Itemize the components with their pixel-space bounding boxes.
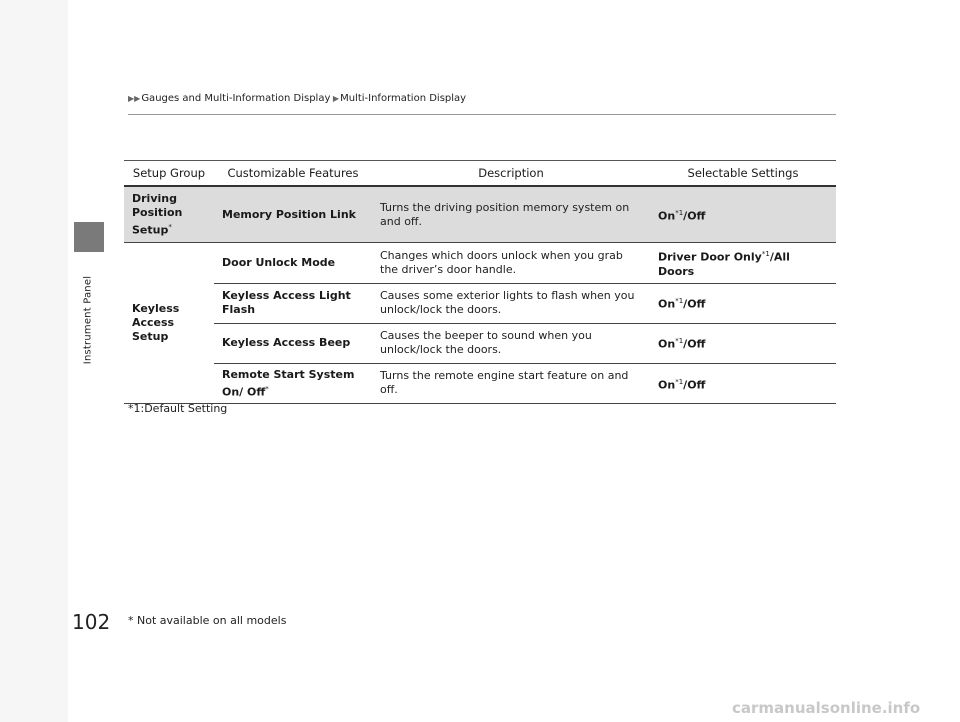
feature-description: Causes some exterior lights to flash when you unlock/lock the doors. <box>372 283 650 323</box>
breadcrumb-arrow-icon: ▶ <box>330 94 340 103</box>
table-row <box>124 243 836 284</box>
section-label: Instrument Panel <box>82 275 94 365</box>
feature-name: Remote Start System On/ Off* <box>214 363 372 404</box>
feature-name: Door Unlock Mode <box>214 243 372 284</box>
breadcrumb-part1[interactable]: Gauges and Multi-Information Display <box>141 93 331 104</box>
breadcrumb-part2[interactable]: Multi-Information Display <box>340 93 467 104</box>
feature-name: Keyless Access Light Flash <box>214 283 372 323</box>
breadcrumb <box>128 93 466 104</box>
header-selectable-settings: Selectable Settings <box>650 161 836 187</box>
header-description: Description <box>372 161 650 187</box>
table-row <box>124 186 836 243</box>
header-customizable-features: Customizable Features <box>214 161 372 187</box>
header-setup-group: Setup Group <box>124 161 214 187</box>
page-number: 102 <box>72 610 111 634</box>
feature-description: Turns the driving position memory system on and off. <box>372 186 650 243</box>
selectable-settings: On$^{*1}$/Off <box>650 363 836 404</box>
default-setting-footnote: *1:Default Setting <box>128 402 228 415</box>
availability-footnote: * Not available on all models <box>128 614 287 627</box>
group-driving-position-setup: Driving Position Setup* <box>124 186 214 243</box>
settings-table <box>124 160 836 404</box>
selectable-settings: Driver Door Only$^{*1}$/All Doors <box>650 243 836 284</box>
feature-name: Keyless Access Beep <box>214 323 372 363</box>
feature-description: Changes which doors unlock when you grab the driver’s door handle. <box>372 243 650 284</box>
watermark: carmanualsonline.info <box>732 699 921 717</box>
table-row <box>124 363 836 404</box>
selectable-settings: On$^{*1}$/Off <box>650 186 836 243</box>
breadcrumb-arrow-icon: ▶▶ <box>128 94 141 103</box>
selectable-settings: On$^{*1}$/Off <box>650 283 836 323</box>
table-row <box>124 323 836 363</box>
feature-description: Turns the remote engine start feature on and off. <box>372 363 650 404</box>
header-rule <box>128 114 836 115</box>
table-row <box>124 283 836 323</box>
selectable-settings: On$^{*1}$/Off <box>650 323 836 363</box>
side-strip <box>0 0 68 722</box>
feature-name: Memory Position Link <box>214 186 372 243</box>
section-tab-marker <box>74 222 104 252</box>
feature-description: Causes the beeper to sound when you unlock/lock the doors. <box>372 323 650 363</box>
group-keyless-access-setup: Keyless Access Setup <box>124 243 214 404</box>
table-header-row <box>124 161 836 187</box>
